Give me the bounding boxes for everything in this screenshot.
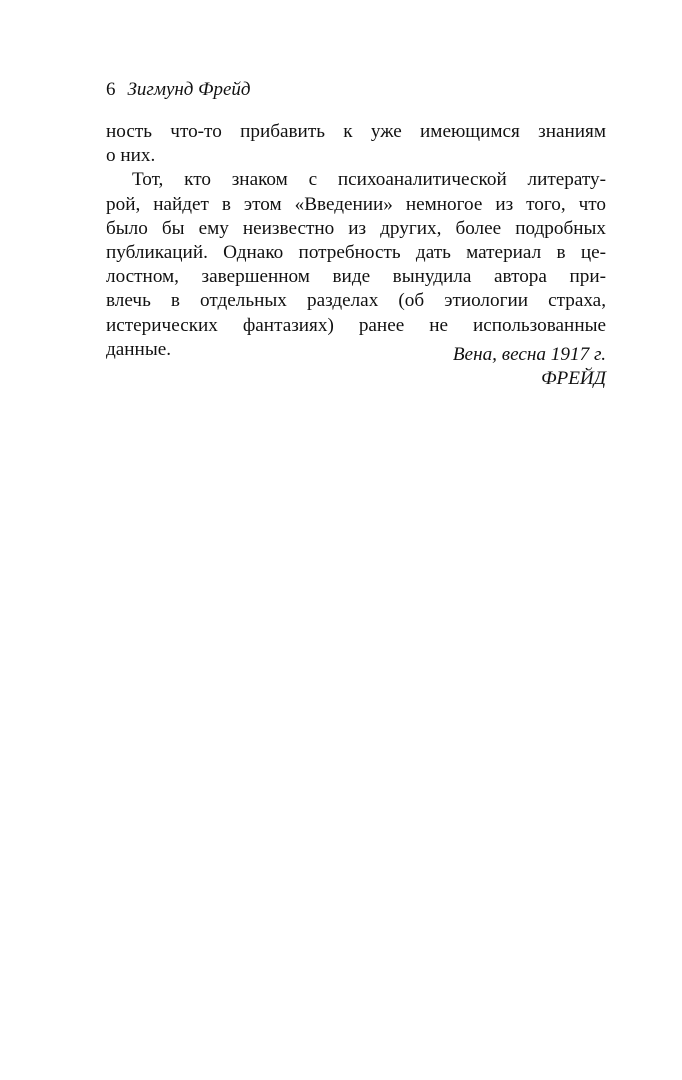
text-line: ность что-то прибавить к уже имеющимся знаниям <box>106 121 606 142</box>
text-line: рой, найдет в этом «Введении» немногое из того, что <box>106 193 606 215</box>
paragraph-first-line: Тот, кто знаком с психоаналитической литерату- <box>132 169 606 191</box>
text-line: влечь в отдельных разделах (об этиологии страха, <box>106 290 606 312</box>
signature-place-date: Вена, весна 1917 г. <box>452 344 606 365</box>
running-head-author: Зигмунд Фрейд <box>127 79 251 100</box>
text-line: данные. <box>106 338 172 360</box>
signature-name: ФРЕЙД <box>541 368 606 390</box>
text-line: лостном, завершенном виде вынудила автора при- <box>106 266 606 288</box>
running-head <box>106 78 251 102</box>
signature-block <box>453 343 606 391</box>
text-line: было бы ему неизвестно из других, более подробных <box>106 217 606 239</box>
text-line: публикаций. Однако потребность дать материал в це- <box>106 241 606 263</box>
text-line: о них. <box>106 145 156 167</box>
body-text <box>106 120 606 362</box>
page-number: 6 <box>106 79 116 100</box>
text-line: истерических фантазиях) ранее не использованные <box>106 314 606 336</box>
